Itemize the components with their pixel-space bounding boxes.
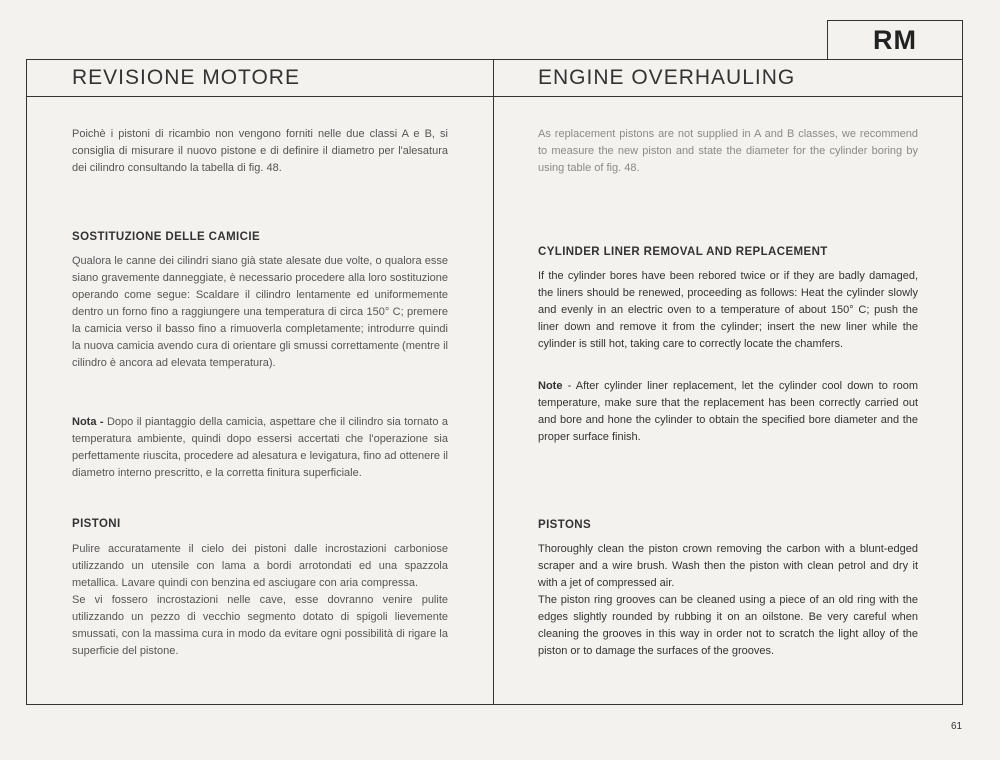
note-italian [72,414,448,482]
pistons-text-italian: Pulire accuratamente il cielo dei pistoni dalle incrostazioni carboniose utilizzando un utensile con lama a bordi arrotondati ed una spazzola metallica. Lavare quindi con benzina ed asciugare con aria compressa. Se vi fossero incrostazioni nelle cave, esse dovranno venire pulite utilizzando un pezzo di vecchio segmento dotato di spigoli lievemente smussati, con la massima cura in modo da evitare ogni possibilità di rigare la superficie del pistone. [72,543,448,657]
column-divider [493,59,494,705]
note-label-english: Note [538,380,563,392]
intro-italian: Poichè i pistoni di ricambio non vengono forniti nelle due classi A e B, si consiglia di misurare il nuovo pistone e di definire il diametro per l'alesatura dei cilindro consultando la tabella di fig. 48. [72,128,448,174]
title-italian: REVISIONE MOTORE [72,66,300,89]
liner-text-english: If the cylinder bores have been rebored twice or if they are badly damaged, the liners should be renewed, proceeding as follows: Heat the cylinder slowly and evenly in an electric oven to a temperature of about 150° C; push the liner down and remove it from the cylinder; insert the new liner while the cylinder is still hot, taking care to correctly locate the chamfers. [538,270,918,350]
liner-text-italian: Qualora le canne dei cilindri siano già state alesate due volte, o qualora esse siano gravemente danneggiate, è necessario procedere alla loro sostituzione operando come segue: Scaldare il cilindro lentamente ed uniformemente dentro un forno fino a raggiungere una temperatura di circa 150° C; premere la camicia verso il basso fino a rimuoverla completamente; introdurre quindi la nuova camicia avendo cura di orientare gli smussi correttamente (mentre il cilindro è ancora ad elevata temperatura). [72,255,448,369]
section-badge: RM [827,20,963,60]
liner-heading-english: CYLINDER LINER REMOVAL AND REPLACEMENT [538,246,828,258]
pistons-heading-english: PISTONS [538,519,592,531]
note-text-english: - After cylinder liner replacement, let the cylinder cool down to room temperature, make sure that the replacement has been correctly carried out and bore and hone the cylinder to obtain the specified bore diameter and the proper surface finish. [538,380,918,443]
pistons-text-english: Thoroughly clean the piston crown removing the carbon with a blunt-edged scraper and a wire brush. Wash then the piston with clean petrol and dry it with a jet of compressed air. The piston ring grooves can be cleaned using a piece of an old ring with the edges slightly rounded by rubbing it on an oilstone. Be very careful when cleaning the grooves in this way in order not to scratch the light alloy of the piston or to damage the surfaces of the grooves. [538,543,918,657]
title-english: ENGINE OVERHAULING [538,66,796,89]
intro-english: As replacement pistons are not supplied in A and B classes, we recommend to measure the new piston and state the diameter for the cylinder boring by using table of fig. 48. [538,128,918,174]
liner-heading-italian: SOSTITUZIONE DELLE CAMICIE [72,231,261,243]
note-label-italian: Nota - [72,416,104,428]
header-divider [26,96,963,97]
note-english [538,378,918,446]
page-number: 61 [951,721,963,732]
pistons-heading-italian: PISTONI [72,518,121,530]
note-text-italian: Dopo il piantaggio della camicia, aspettare che il cilindro sia tornato a temperatura ambiente, quindi dopo essersi accertati che l'operazione sia perfettamente riuscita, procedere ad alesatura e levigatura, fino ad ottenere il diametro interno prescritto, e la corretta finitura superficiale. [72,416,449,479]
